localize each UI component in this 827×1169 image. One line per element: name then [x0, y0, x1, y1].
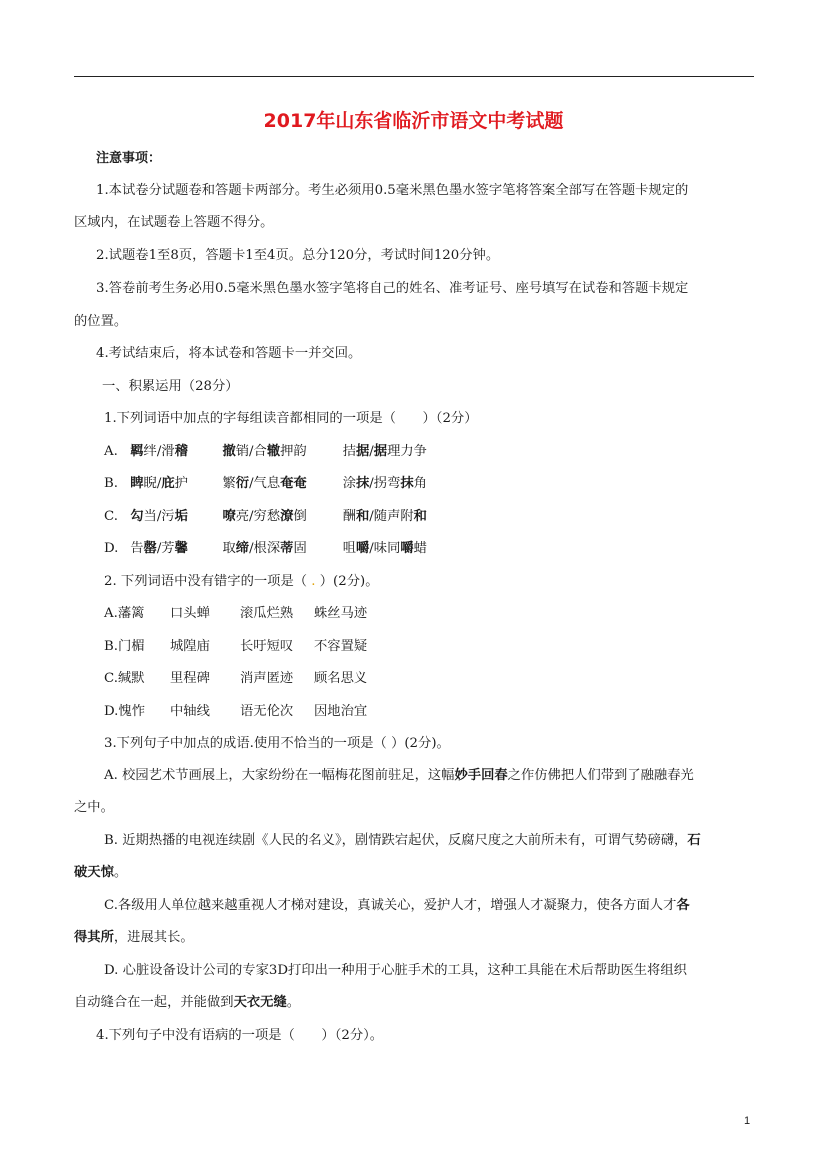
- page-title: 2017年山东省临沂市语文中考试题: [263, 110, 564, 132]
- q2-option-c: C.缄默 里程碑 消声匿迹 顾名思义: [104, 671, 368, 686]
- question-1-stem: 1.下列词语中加点的字每组读音都相同的一项是（ ）（2分）: [104, 411, 478, 426]
- note-1-line-2: 区域内，在试题卷上答题不得分。: [74, 215, 274, 230]
- option-label: D.: [104, 541, 119, 556]
- q2-option-a: A.藩篱 口头蝉 滚瓜烂熟 蛛丝马迹: [104, 606, 368, 621]
- q3-option-a-line-1: A. 校园艺术节画展上，大家纷纷在一幅梅花图前驻足，这幅妙手回春之作仿佛把人们带到了融融春光: [104, 768, 694, 783]
- page-number: 1: [744, 1115, 751, 1127]
- answer-mark: .: [307, 574, 320, 589]
- option-label: A.: [104, 444, 118, 459]
- q1-option-a: A. 羁绊/滑稽 撤销/合辙押韵 拮据/据理力争: [104, 444, 427, 459]
- q3-option-a-line-2: 之中。: [74, 800, 114, 815]
- question-4-stem: 4.下列句子中没有语病的一项是（ ）（2分）。: [96, 1028, 384, 1043]
- note-2: 2.试题卷1至8页，答题卡1至4页。总分120分，考试时间120分钟。: [96, 248, 500, 263]
- q1-option-b: B. 睥睨/庇护 繁衍/气息奄奄 涂抹/拐弯抹角: [104, 476, 427, 491]
- q1-option-d: D. 告罄/芳馨 取缔/根深蒂固 咀嚼/味同嚼蜡: [104, 541, 427, 556]
- question-2-stem: 2. 下列词语中没有错字的一项是（ . ）(2分)。: [104, 574, 379, 589]
- option-label: C.: [104, 509, 118, 524]
- q3-option-c-line-1: C.各级用人单位越来越重视人才梯对建设，真诚关心，爱护人才，增强人才凝聚力，使各方面人才各: [104, 898, 690, 913]
- q2-option-b: B.门楣 城隍庙 长吁短叹 不容置疑: [104, 639, 368, 654]
- q1-option-c: C. 勾当/污垢 嘹亮/穷愁潦倒 酬和/随声附和: [104, 509, 427, 524]
- q3-option-b-line-2: 破天惊。: [74, 865, 128, 880]
- question-3-stem: 3.下列句子中加点的成语.使用不恰当的一项是（ ）(2分)。: [104, 736, 450, 751]
- note-4: 4.考试结束后，将本试卷和答题卡一并交回。: [96, 346, 362, 361]
- q2-option-d: D.愧怍 中轴线 语无伦次 因地治宜: [104, 704, 368, 719]
- notice-heading: 注意事项：: [96, 151, 162, 166]
- q3-option-c-line-2: 得其所，进展其长。: [74, 930, 194, 945]
- note-3-line-2: 的位置。: [74, 314, 128, 329]
- section-1-heading: 一、积累运用（28分）: [102, 379, 239, 394]
- q3-option-b-line-1: B. 近期热播的电视连续剧《人民的名义》，剧情跌宕起伏，反腐尺度之大前所未有，可谓气势磅礴，石: [104, 833, 701, 848]
- note-1-line-1: 1.本试卷分试题卷和答题卡两部分。考生必须用0.5毫米黑色墨水签字笔将答案全部写在答题卡规定的: [96, 183, 689, 198]
- header-rule: [74, 76, 754, 77]
- note-3-line-1: 3.答卷前考生务必用0.5毫米黑色墨水签字笔将自己的姓名、准考证号、座号填写在试卷和答题卡规定: [96, 281, 689, 296]
- option-label: B.: [104, 476, 118, 491]
- q3-option-d-line-1: D. 心脏设备设计公司的专家3D打印出一种用于心脏手术的工具，这种工具能在术后帮助医生将组织: [104, 963, 687, 978]
- q3-option-d-line-2: 自动缝合在一起，并能做到天衣无缝。: [74, 995, 301, 1010]
